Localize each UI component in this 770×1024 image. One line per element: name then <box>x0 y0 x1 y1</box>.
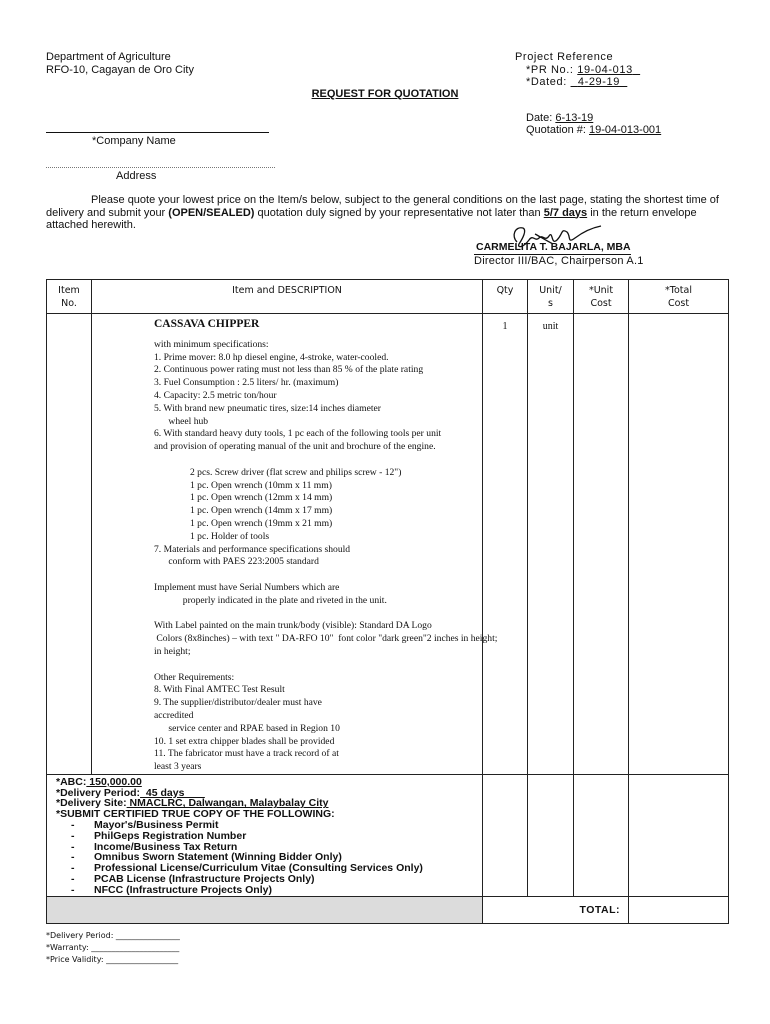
spec-line: wheel hub <box>154 415 209 427</box>
document-name: Omnibus Sworn Statement (Winning Bidder Only) <box>94 851 342 864</box>
header-item-no: Item No. <box>47 280 92 314</box>
delivery-period-value: 45 days <box>140 786 205 799</box>
item-description-cell <box>92 314 498 775</box>
quotation-line <box>526 124 661 136</box>
spec-line <box>154 454 482 467</box>
total-value-cell[interactable] <box>629 896 729 923</box>
date-quotation-block <box>526 112 661 136</box>
dated-label: *Dated: <box>526 76 567 88</box>
bullet-dash: - <box>71 840 75 853</box>
address-line[interactable] <box>46 167 275 168</box>
spec-line: service center and RPAE based in Region 10 <box>154 722 340 734</box>
instructions-paragraph <box>46 194 730 232</box>
submit-label: *SUBMIT CERTIFIED TRUE COPY OF THE FOLLOWING: <box>56 808 335 821</box>
bullet-dash: - <box>71 883 75 896</box>
document-name: NFCC (Infrastructure Projects Only) <box>94 883 272 896</box>
footer-price-validity: *Price Validity: __________________ <box>46 955 179 964</box>
list-item <box>56 885 482 896</box>
abc-line: *ABC: 150,000.00 <box>56 775 142 788</box>
total-label: TOTAL: <box>483 896 629 923</box>
spec-line: 2. Continuous power rating must not less than 85 % of the plate rating <box>154 364 424 376</box>
spec-line: 8. With Final AMTEC Test Result <box>154 684 285 696</box>
instructions-text-3: in the return envelope attached herewith. <box>46 206 697 231</box>
spec-line: 2 pcs. Screw driver (flat screw and philips screw - 12") <box>154 466 402 478</box>
spec-line: least 3 years <box>154 761 202 773</box>
document-name: PhilGeps Registration Number <box>94 829 247 842</box>
bullet-dash: - <box>71 851 75 864</box>
item-no-cell[interactable] <box>47 314 92 775</box>
header-unit-cost: *Unit Cost <box>574 280 629 314</box>
company-name-line[interactable] <box>46 132 269 133</box>
pr-no-line <box>515 64 640 77</box>
document-name: PCAB License (Infrastructure Projects Only) <box>94 873 315 886</box>
instructions-text-1: Please quote your lowest price on the Item/s below, subject to the general conditions on the last page, stating the shortest time of delivery and submit your <box>46 194 719 219</box>
spec-line: 11. The fabricator must have a track record of at <box>154 748 339 760</box>
office-name: RFO-10, Cagayan de Oro City <box>46 64 194 76</box>
conditions-row <box>47 774 729 896</box>
spec-line <box>154 569 482 582</box>
spec-line: 1 pc. Open wrench (14mm x 17 mm) <box>154 505 333 517</box>
spec-line: 1 pc. Holder of tools <box>154 530 270 542</box>
quotation-value: 19-04-013-001 <box>589 124 662 136</box>
document-name: Mayor's/Business Permit <box>94 819 219 832</box>
footer-warranty: *Warranty: ______________________ <box>46 943 180 952</box>
delivery-site-line: *Delivery Site: NMACLRC, Dalwangan, Malaybalay City <box>56 797 329 810</box>
spec-line: Implement must have Serial Numbers which are <box>154 581 340 593</box>
item-unit-cost-cell[interactable] <box>574 314 629 775</box>
document-name: Income/Business Tax Return <box>94 840 238 853</box>
header-qty: Qty <box>483 280 528 314</box>
spec-line: Colors (8x8inches) – with text " DA-RFO 10" font color "dark green"2 inches in height; <box>154 633 498 645</box>
signatory-title: Director III/BAC, Chairperson A.1 <box>474 255 644 267</box>
header-total-cost: *Total Cost <box>629 280 729 314</box>
total-row <box>47 896 729 923</box>
bullet-dash: - <box>71 862 75 875</box>
date-line <box>526 112 661 124</box>
spec-line: 3. Fuel Consumption : 2.5 liters/ hr. (maximum) <box>154 377 339 389</box>
bullet-dash: - <box>71 819 75 832</box>
spec-line: accredited <box>154 709 194 721</box>
address-label: Address <box>116 170 157 182</box>
spec-line: Other Requirements: <box>154 671 235 683</box>
table-row <box>47 314 729 775</box>
spec-line: 9. The supplier/distributor/dealer must have <box>154 697 322 709</box>
item-unit: unit <box>528 314 574 775</box>
abc-value: 150,000.00 <box>86 775 142 788</box>
footer-delivery-period: *Delivery Period: ________________ <box>46 931 180 940</box>
pr-no-value: 19-04-013 <box>577 63 633 76</box>
spec-line: 1. Prime mover: 8.0 hp diesel engine, 4-stroke, water-cooled. <box>154 351 389 363</box>
agency-name: Department of Agriculture <box>46 51 171 63</box>
delivery-period-line: *Delivery Period: 45 days <box>56 786 205 799</box>
table-header-row <box>47 280 729 314</box>
instructions-deadline: 5/7 days <box>543 206 588 219</box>
dated-value: 4-29-19 <box>577 76 620 88</box>
spec-line <box>154 608 482 621</box>
agency-block <box>46 51 194 77</box>
required-documents-list <box>56 820 482 896</box>
spec-line: properly indicated in the plate and riveted in the unit. <box>154 594 387 606</box>
spec-line: 7. Materials and performance specifications should <box>154 543 351 555</box>
date-label: Date: <box>526 112 553 124</box>
pr-no-label: *PR No.: <box>526 63 574 76</box>
spec-line: with minimum specifications: <box>154 338 269 350</box>
instructions-text-2: quotation duly signed by your representative not later than <box>254 206 544 219</box>
footer-block <box>46 930 180 966</box>
dated-line <box>515 76 640 89</box>
company-name-label: *Company Name <box>92 135 176 147</box>
spec-line: 1 pc. Open wrench (12mm x 14 mm) <box>154 492 333 504</box>
delivery-site-value: NMACLRC, Dalwangan, Malaybalay City <box>126 797 329 810</box>
header-description: Item and DESCRIPTION <box>92 280 483 314</box>
signatory-name: CARMELITA T. BAJARLA, MBA <box>476 241 631 253</box>
project-reference-label: Project Reference <box>515 51 614 63</box>
quotation-table <box>46 279 729 924</box>
item-qty: 1 <box>483 314 528 775</box>
spec-line: conform with PAES 223:2005 standard <box>154 556 319 568</box>
conditions-cell <box>47 774 483 896</box>
item-total-cost-cell[interactable] <box>629 314 729 775</box>
document-name: Professional License/Curriculum Vitae (Consulting Services Only) <box>94 862 423 875</box>
spec-line: 1 pc. Open wrench (10mm x 11 mm) <box>154 479 332 491</box>
total-row-shaded <box>47 896 483 923</box>
spec-line: 5. With brand new pneumatic tires, size:14 inches diameter <box>154 402 381 414</box>
bullet-dash: - <box>71 873 75 886</box>
item-specifications <box>154 338 498 774</box>
signatory-block <box>474 241 644 268</box>
quotation-label: Quotation #: <box>526 124 586 136</box>
bullet-dash: - <box>71 829 75 842</box>
spec-line: and provision of operating manual of the unit and brochure of the engine. <box>154 441 436 453</box>
spec-line: in height; <box>154 645 191 657</box>
spec-line: With Label painted on the main trunk/body (visible): Standard DA Logo <box>154 620 432 632</box>
document-title: REQUEST FOR QUOTATION <box>311 88 459 100</box>
item-name: CASSAVA CHIPPER <box>154 318 260 330</box>
spec-line: 4. Capacity: 2.5 metric ton/hour <box>154 389 277 401</box>
date-value: 6-13-19 <box>555 112 594 124</box>
spec-line: 1 pc. Open wrench (19mm x 21 mm) <box>154 517 333 529</box>
header-unit: Unit/ s <box>528 280 574 314</box>
instructions-bold: (OPEN/SEALED) <box>168 206 255 219</box>
spec-line: 10. 1 set extra chipper blades shall be provided <box>154 735 335 747</box>
spec-line <box>154 659 482 672</box>
project-reference-block <box>515 51 640 89</box>
spec-line: 6. With standard heavy duty tools, 1 pc each of the following tools per unit <box>154 428 442 440</box>
